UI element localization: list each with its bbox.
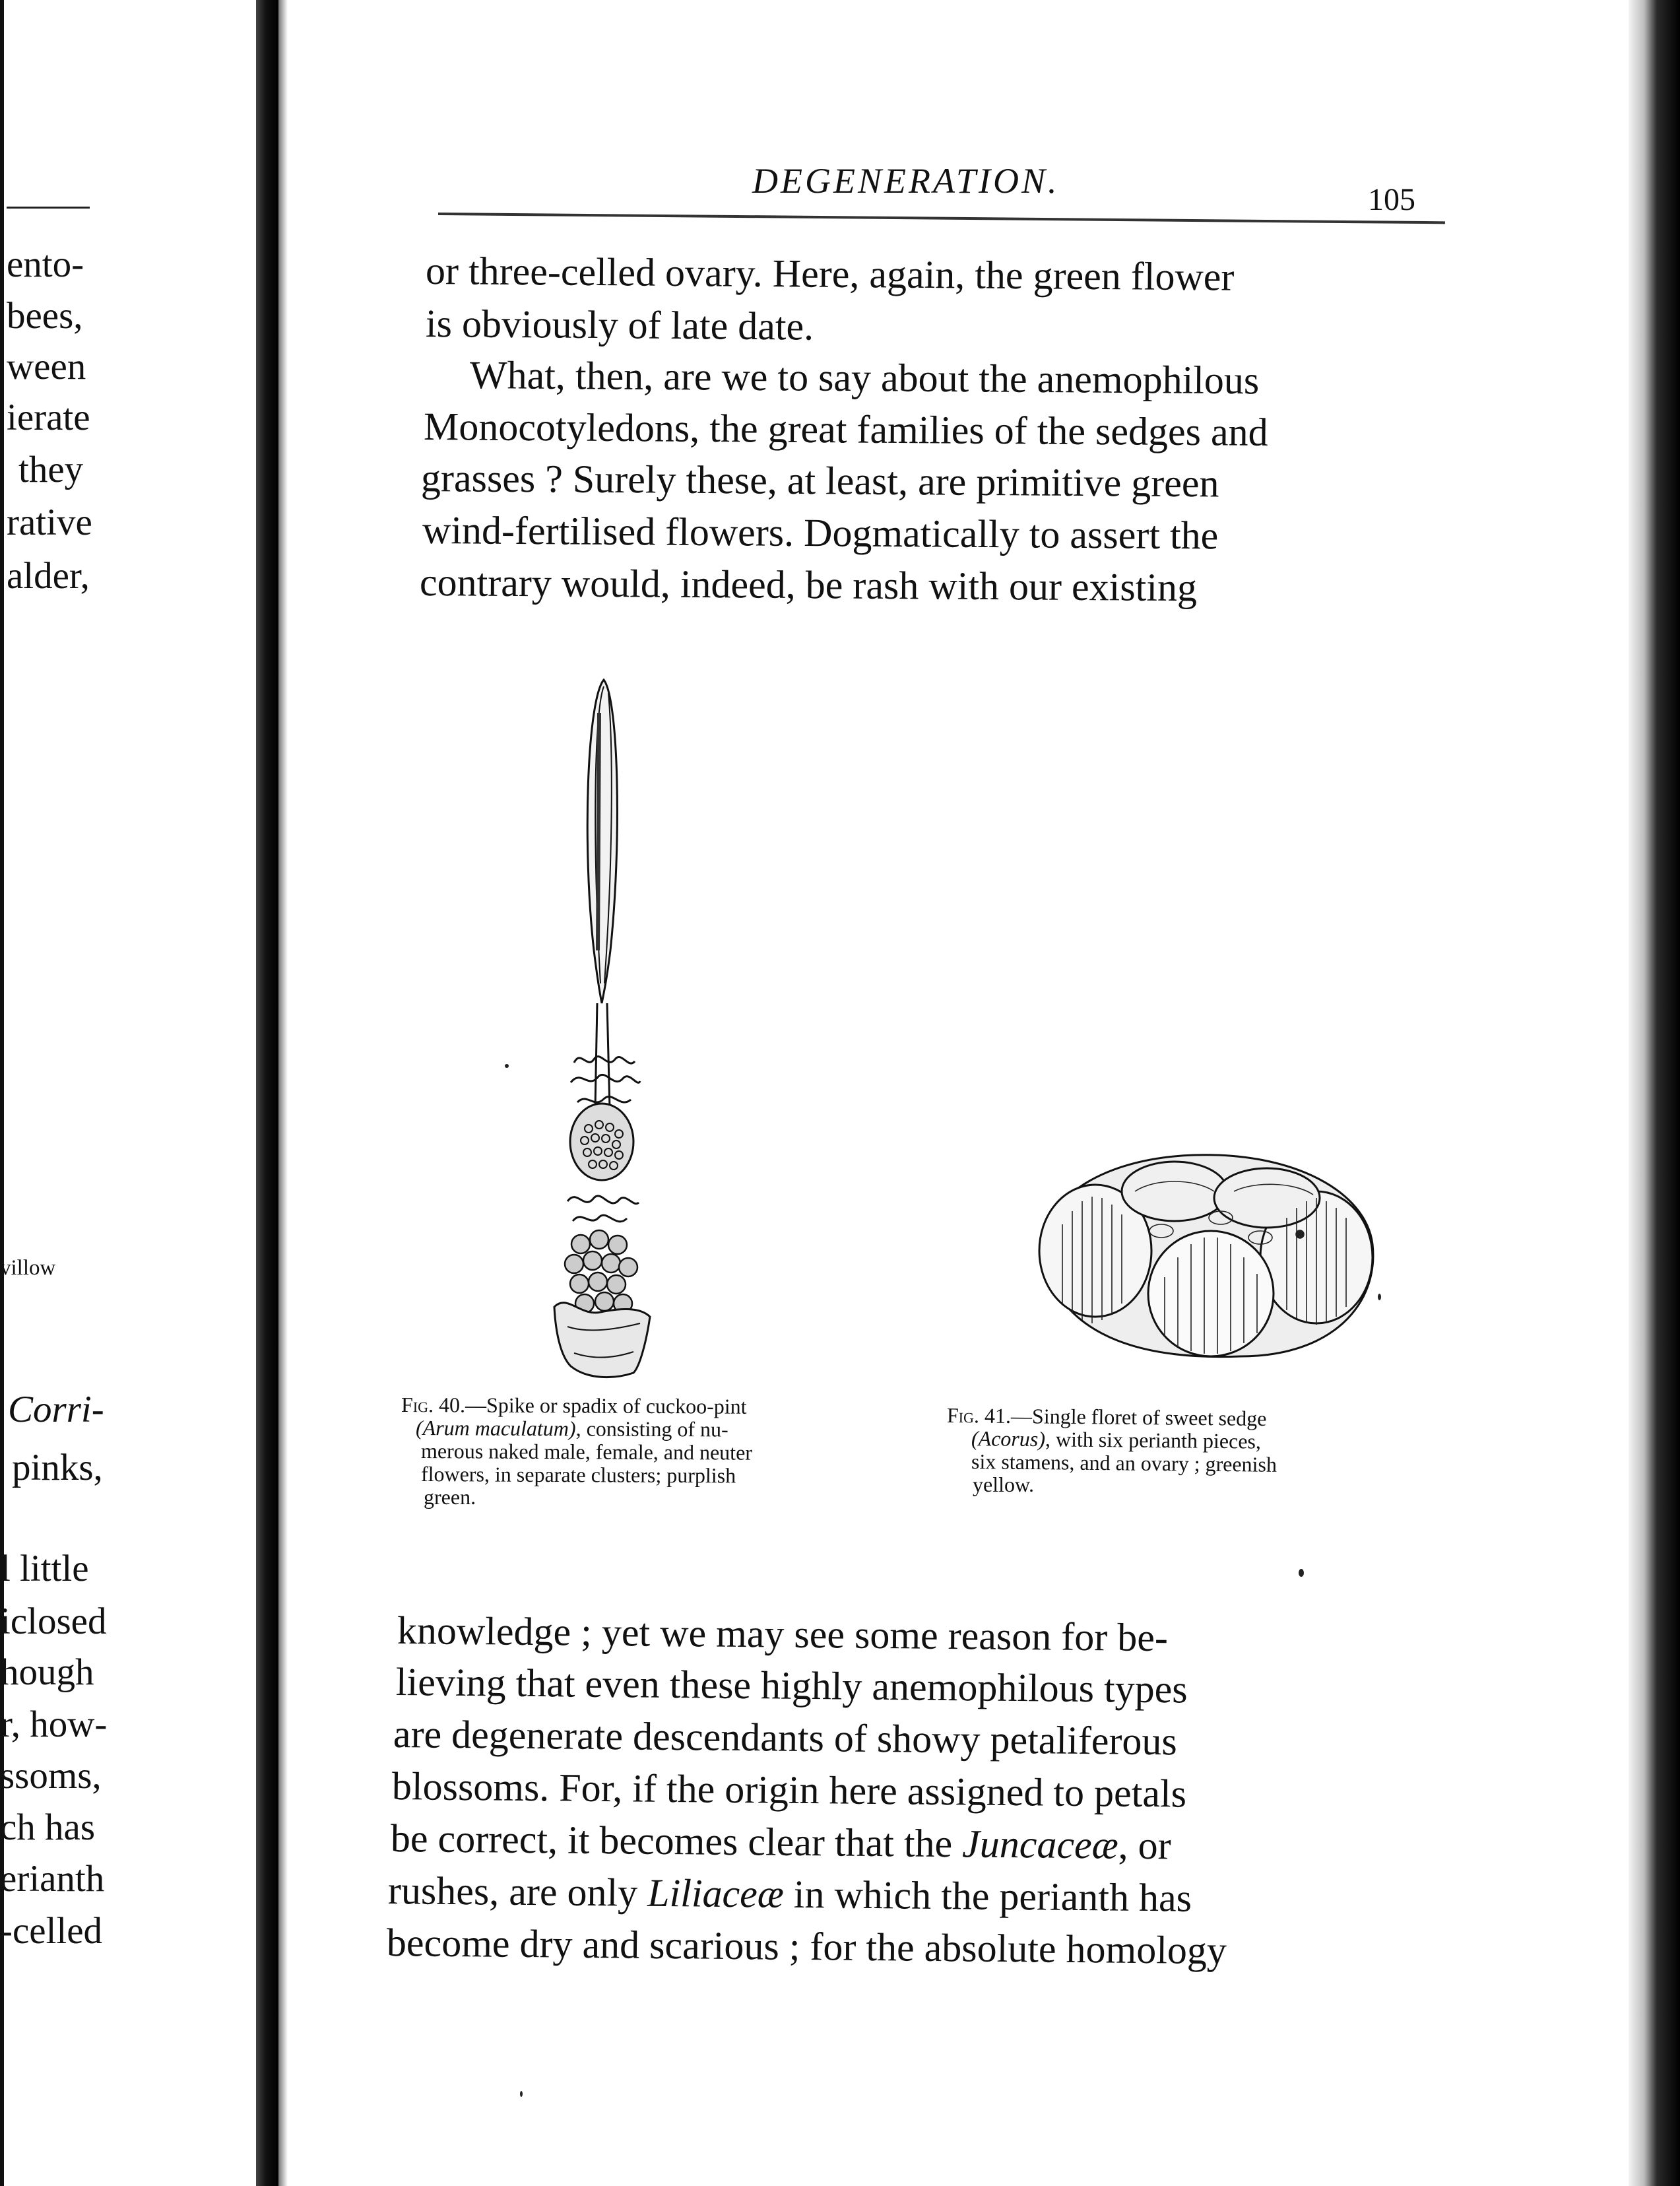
caption-line: yellow. (973, 1473, 1035, 1496)
caption-text: , consisting of nu- (575, 1416, 728, 1441)
left-line: rative (7, 502, 92, 543)
body-line: knowledge ; yet we may see some reason for be- (397, 1608, 1169, 1660)
left-line: alder, (7, 555, 90, 597)
left-line: iclosed (0, 1601, 107, 1642)
body-text: in which the perianth has (783, 1872, 1192, 1920)
body-text: , or (1118, 1823, 1172, 1868)
body-line: blossoms. For, if the origin here assigned to petals (391, 1764, 1187, 1816)
body-line: grasses ? Surely these, at least, are primitive green (420, 456, 1219, 506)
body-term: Juncaceæ (961, 1822, 1119, 1867)
body-term: Liliaceæ (647, 1871, 785, 1916)
left-line: erianth (0, 1858, 105, 1900)
body-line: Monocotyledons, the great families of the sedges and (423, 405, 1268, 454)
left-line: l little (0, 1548, 89, 1589)
body-line: become dry and scarious ; for the absolute homology (386, 1921, 1227, 1973)
caption-line: six stamens, and an ovary ; greenish (971, 1449, 1277, 1476)
fig40-label: Fig. 40. (401, 1393, 466, 1417)
body-line: What, then, are we to say about the anemophilous (469, 353, 1260, 403)
left-line: r, how- (0, 1704, 108, 1745)
left-line: bees, (7, 295, 83, 337)
body-line: contrary would, indeed, be rash with our existing (419, 560, 1198, 610)
caption-line (416, 1417, 728, 1440)
caption-line: flowers, in separate clusters; purplish (420, 1462, 736, 1488)
body-line: is obviously of late date. (425, 302, 814, 348)
right-page-edge (1629, 0, 1680, 2186)
body-line: lieving that even these highly anemophilous types (395, 1660, 1188, 1711)
gutter-shadow (278, 0, 288, 2186)
book-gutter (256, 0, 278, 2186)
caption-line: merous naked male, female, and neuter (420, 1439, 753, 1465)
caption-line: green. (424, 1485, 476, 1509)
body-text: be correct, it becomes clear that the (390, 1816, 963, 1866)
caption-line (947, 1405, 1267, 1429)
caption-text: —Spike or spadix of cuckoo-pint (465, 1393, 747, 1418)
body-line (390, 1816, 1172, 1868)
left-line: ento- (7, 244, 84, 285)
caption-text: —Single floret of sweet sedge (1010, 1404, 1267, 1431)
header-rule (438, 213, 1445, 224)
left-line: ween (7, 346, 86, 387)
left-line: ierate (7, 397, 90, 438)
left-line: pinks, (12, 1447, 103, 1488)
body-line: are degenerate descendants of showy petaliferous (393, 1712, 1178, 1764)
left-line: -celled (0, 1910, 103, 1952)
spadix-illustration (541, 673, 666, 1386)
acorus-floret-illustration (1023, 1145, 1392, 1363)
body-line (388, 1871, 1192, 1918)
scan-speck (520, 2091, 523, 2097)
scan-speck (505, 1064, 509, 1068)
body-line: wind-fertilised flowers. Dogmatically to assert the (422, 508, 1219, 558)
left-line: ch has (0, 1806, 96, 1848)
page-number: 105 (1368, 182, 1415, 217)
scan-speck (1299, 1569, 1304, 1577)
running-head: DEGENERATION. (752, 161, 1060, 201)
left-line: they (18, 449, 84, 490)
body-text: rushes, are only (387, 1869, 648, 1915)
caption-line (401, 1394, 747, 1417)
left-caption-fragment: villow (0, 1256, 56, 1280)
left-line: ssoms, (0, 1755, 102, 1797)
body-line: or three-celled ovary. Here, again, the green flower (425, 249, 1235, 299)
left-line: hough (0, 1651, 94, 1693)
caption-line (971, 1428, 1261, 1452)
left-line: Corri- (8, 1389, 104, 1430)
caption-text: , with six perianth pieces, (1045, 1427, 1262, 1453)
left-page-rule (7, 207, 90, 209)
fig41-label: Fig. 41. (946, 1403, 1012, 1428)
caption-genus: (Acorus) (971, 1426, 1046, 1451)
scan-speck (1378, 1294, 1381, 1300)
caption-species: (Arum maculatum) (415, 1416, 576, 1441)
